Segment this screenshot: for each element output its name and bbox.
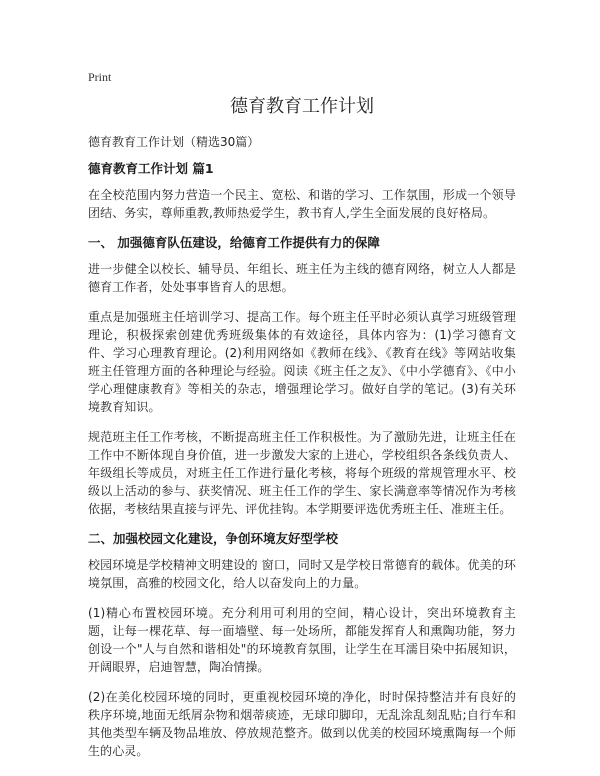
section-2-heading: 二、加强校园文化建设，争创环境友好型学校 — [88, 531, 339, 546]
section-1-paragraph-3: 规范班主任工作考核，不断提高班主任工作积极性。为了激励先进，让班主任在工作中不断体现自身价值，进一步激发大家的上进心，学校组织各条线负责人、年级组长等成员，对班主任工作进行量化考核，将每个班级的常规管理水平、校级以上活动的参与、获奖情况、班主任工作的学生、家长满意率等情况作为考核依据，考核结果直接与评先、评优挂钩。本学期要评选优秀班主任、准班主任。 — [88, 430, 516, 516]
section-1-paragraph-1: 进一步健全以校长、辅导员、年组长、班主任为主线的德育网络，树立人人都是德育工作者，处处事事皆育人的思想。 — [88, 262, 516, 294]
page-title: 德育教育工作计划 — [230, 96, 374, 117]
article-heading: 德育教育工作计划 篇1 — [88, 161, 214, 176]
section-2-paragraph-2: (1)精心布置校园环境。充分利用可利用的空间，精心设计，突出环境教育主题，让每一棵花草、每一面墙壁、每一处场所，都能发挥育人和熏陶功能，努力创设一个"人与自然和谐相处"的环境教育氛围，让学生在耳濡目染中拓展知识，开阔眼界，启迪智慧，陶冶情操。 — [88, 606, 516, 674]
section-2-paragraph-3: (2)在美化校园环境的同时，更重视校园环境的净化，时时保持整洁并有良好的秩序环境,地面无纸屑杂物和烟蒂痰迹，无球印脚印，无乱涂乱刻乱贴;自行车和其他类型车辆及物品堆放、停放规范整齐。做到以优美的校园环境熏陶每一个师生的心灵。 — [88, 690, 516, 758]
print-link[interactable]: Print — [88, 70, 112, 84]
document-subtitle: 德育教育工作计划（精选30篇） — [88, 135, 260, 149]
article-body — [88, 160, 516, 772]
section-2-paragraph-1: 校园环境是学校精神文明建设的 窗口，同时又是学校日常德育的载体。优美的环境氛围，高雅的校园文化，给人以奋发向上的力量。 — [88, 558, 516, 590]
intro-paragraph: 在全校范围内努力营造一个民主、宽松、和谐的学习、工作氛围，形成一个领导团结、务实，尊师重教,教师热爱学生，教书育人,学生全面发展的良好格局。 — [88, 188, 516, 220]
section-1-heading: 一、 加强德育队伍建设，给德育工作提供有力的保障 — [88, 235, 380, 250]
section-1-paragraph-2: 重点是加强班主任培训学习、提高工作。每个班主任平时必须认真学习班级管理理论，积极探索创建优秀班级集体的有效途径，具体内容为：(1)学习德育文件、学习心理教育理论。(2)利用网络如《教师在线》、《教育在线》等网站收集班主任管理方面的各种理论与经验。阅读《班主任之友》、《中小学德育》、《中小学心理健康教育》等相关的杂志，增强理论学习。做好自学的笔记。(3)有关环境教育知识。 — [88, 310, 516, 414]
